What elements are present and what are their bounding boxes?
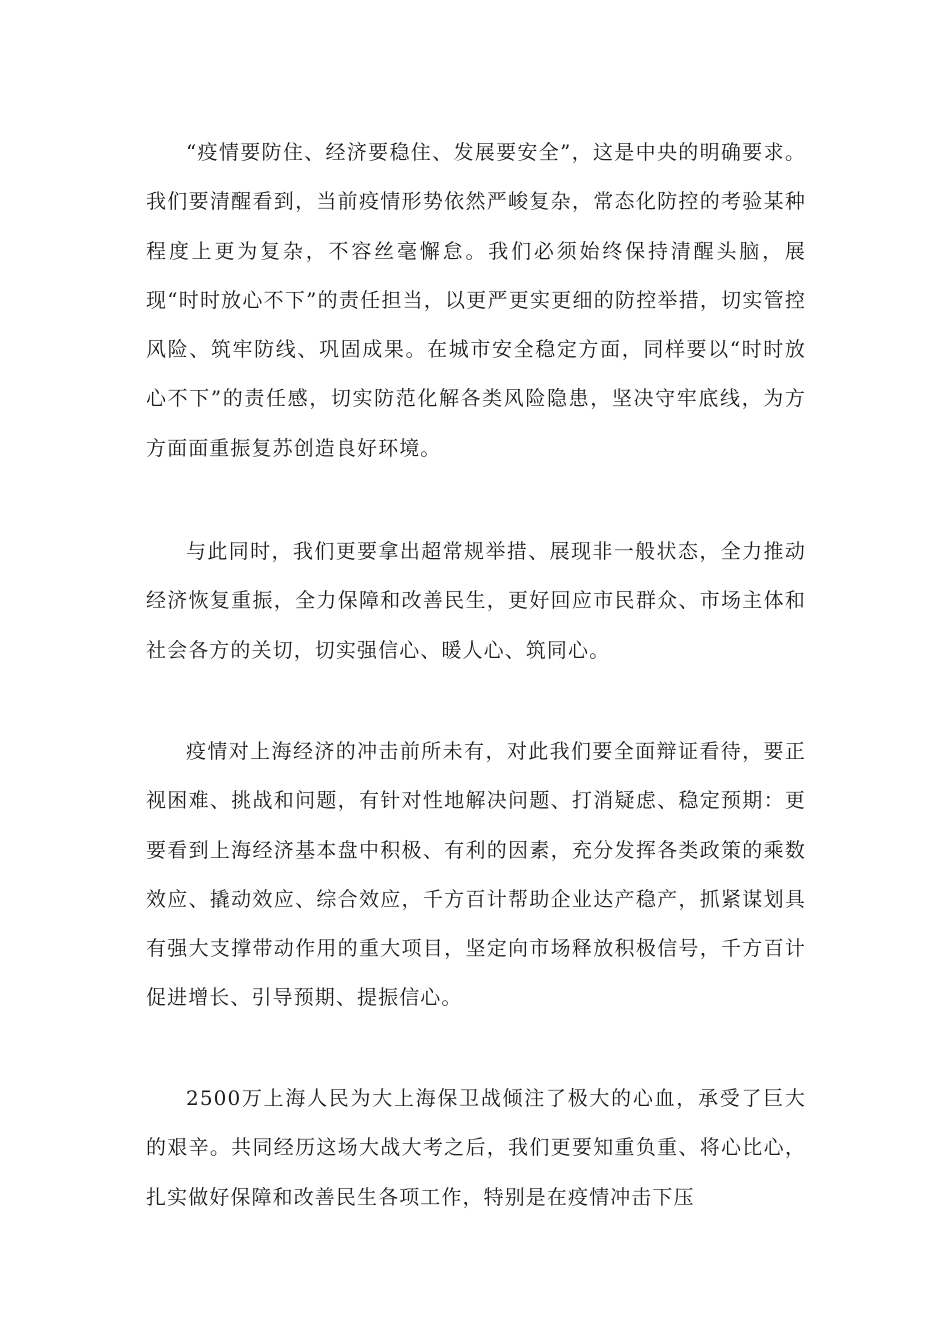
- paragraph-people-livelihood: 2500万上海人民为大上海保卫战倾注了极大的心血，承受了巨大的艰辛。共同经历这场大战大考之后，我们更要知重负重、将心比心，扎实做好保障和改善民生各项工作，特别是在疫情冲击下压: [146, 1086, 806, 1209]
- paragraph-shanghai-economy: 疫情对上海经济的冲击前所未有，对此我们要全面辩证看待，要正视困难、挑战和问题，有针对性地解决问题、打消疑虑、稳定预期：更要看到上海经济基本盘中积极、有利的因素，充分发挥各类政策的乘数效应、撬动效应、综合效应，千方百计帮助企业达产稳产，抓紧谋划具有强大支撑带动作用的重大项目，坚定向市场释放积极信号，千方百计促进增长、引导预期、提振信心。: [146, 739, 806, 1010]
- paragraph-epidemic-control: “疫情要防住、经济要稳住、发展要安全”，这是中央的明确要求。我们要清醒看到，当前疫情形势依然严峻复杂，常态化防控的考验某种程度上更为复杂，不容丝毫懈怠。我们必须始终保持清醒头脑，展现“时时放心不下”的责任担当，以更严更实更细的防控举措，切实管控风险、筑牢防线、巩固成果。在城市安全稳定方面，同样要以“时时放心不下”的责任感，切实防范化解各类风险隐患，坚决守牢底线，为方方面面重振复苏创造良好环境。: [146, 140, 806, 460]
- paragraph-economic-recovery: 与此同时，我们更要拿出超常规举措、展现非一般状态，全力推动经济恢复重振，全力保障和改善民生，更好回应市民群众、市场主体和社会各方的关切，切实强信心、暖人心、筑同心。: [146, 539, 806, 662]
